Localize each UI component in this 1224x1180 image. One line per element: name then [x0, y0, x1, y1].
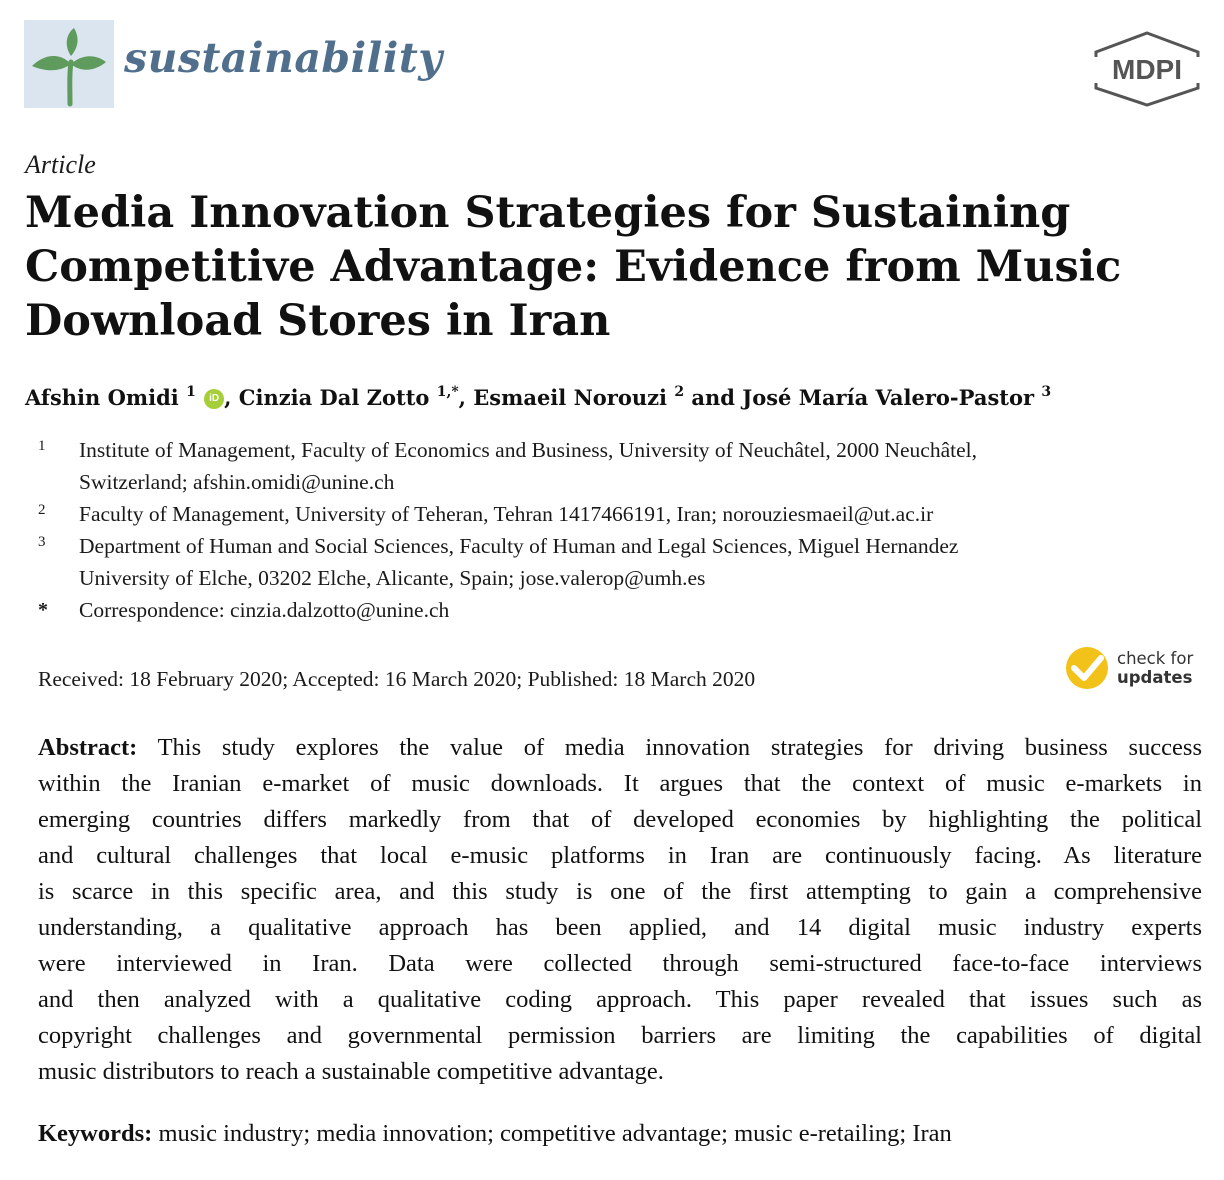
abstract: [38, 730, 1202, 1090]
svg-text:MDPI: MDPI: [1112, 54, 1182, 85]
affiliation-item: 3 Department of Human and Social Sciences, Faculty of Human and Legal Sciences, Miguel Hernandez University of Elche, 03202 Elche, Alicante, Spain; jose.valerop@umh.es: [38, 530, 1188, 594]
affiliation-item: 2 Faculty of Management, University of Teheran, Tehran 1417466191, Iran; norouziesmaeil@ut.ac.ir: [38, 498, 1188, 530]
abstract-line: emerging countries differs markedly from that of developed economies by highlighting the political: [38, 806, 1202, 833]
abstract-line: Abstract: This study explores the value of media innovation strategies for driving business success: [38, 734, 1203, 761]
keywords: [38, 1120, 952, 1148]
affiliation-marker: 1: [38, 438, 46, 454]
abstract-line: within the Iranian e-market of music downloads. It argues that the context of music e-markets in: [38, 770, 1202, 797]
check-updates-label: check for: [1117, 649, 1194, 668]
affiliation-item: 1 Institute of Management, Faculty of Economics and Business, University of Neuchâtel, 2000 Neuchâtel, Switzerland; afshin.omidi@unine.ch: [38, 434, 1188, 498]
correspondence-email[interactable]: Correspondence: cinzia.dalzotto@unine.ch: [79, 598, 450, 622]
keywords-label: Keywords:: [38, 1120, 153, 1147]
keywords-text: music industry; media innovation; competitive advantage; music e-retailing; Iran: [158, 1120, 952, 1147]
author-name[interactable]: Afshin Omidi: [25, 385, 179, 410]
mdpi-logo-icon: [1090, 30, 1204, 108]
check-updates-label: updates: [1117, 668, 1193, 687]
publisher-logo[interactable]: [1090, 30, 1204, 108]
abstract-line: and then analyzed with a qualitative coding approach. This paper revealed that issues such as: [38, 986, 1202, 1013]
author-affiliation-ref: 1: [186, 384, 196, 400]
check-for-updates-badge[interactable]: [1064, 645, 1204, 693]
journal-logo[interactable]: [24, 20, 114, 108]
orcid-icon[interactable]: iD: [204, 389, 224, 409]
publication-dates: Received: 18 February 2020; Accepted: 16 March 2020; Published: 18 March 2020: [38, 667, 756, 691]
affiliation-marker: 2: [38, 502, 46, 518]
check-updates-icon: [1064, 645, 1110, 691]
title-line: Competitive Advantage: Evidence from Music: [25, 242, 1122, 292]
abstract-line: copyright challenges and governmental permission barriers are limiting the capabilities of digital: [38, 1022, 1202, 1049]
title-line: Download Stores in Iran: [25, 296, 611, 346]
title-line: Media Innovation Strategies for Sustaining: [25, 188, 1071, 238]
abstract-line: and cultural challenges that local e-music platforms in Iran are continuously facing. As literature: [38, 842, 1202, 869]
author-name[interactable]: Cinzia Dal Zotto: [238, 385, 430, 410]
author-name[interactable]: José María Valero-Pastor: [742, 385, 1035, 410]
abstract-line: understanding, a qualitative approach has been applied, and 14 digital music industry experts: [38, 914, 1202, 941]
article-type: Article: [25, 150, 96, 179]
affiliation-marker: 3: [38, 534, 46, 550]
author-affiliation-ref: 3: [1041, 384, 1052, 400]
article-title: [25, 186, 1185, 348]
author-list: Afshin Omidi $^1$ iD , Cinzia Dal Zotto $^{1,*}$, Esmaeil Norouzi $^2$ and José María Valero-Pastor $^3$: [25, 384, 1052, 410]
leaf-logo-icon: [24, 20, 114, 108]
correspondence-item: [38, 594, 1188, 626]
affiliations: [38, 434, 1188, 626]
abstract-line: is scarce in this specific area, and this study is one of the first attempting to gain a comprehensive: [38, 878, 1202, 905]
affiliation-marker: *: [38, 599, 48, 621]
author-affiliation-ref: 1,*: [436, 384, 459, 400]
abstract-label: Abstract:: [38, 734, 138, 761]
abstract-line: music distributors to reach a sustainable competitive advantage.: [38, 1058, 664, 1085]
journal-name[interactable]: sustainability: [124, 34, 443, 82]
abstract-line: were interviewed in Iran. Data were collected through semi-structured face-to-face interviews: [38, 950, 1202, 977]
author-name[interactable]: Esmaeil Norouzi: [473, 385, 668, 410]
author-affiliation-ref: 2: [674, 384, 685, 400]
